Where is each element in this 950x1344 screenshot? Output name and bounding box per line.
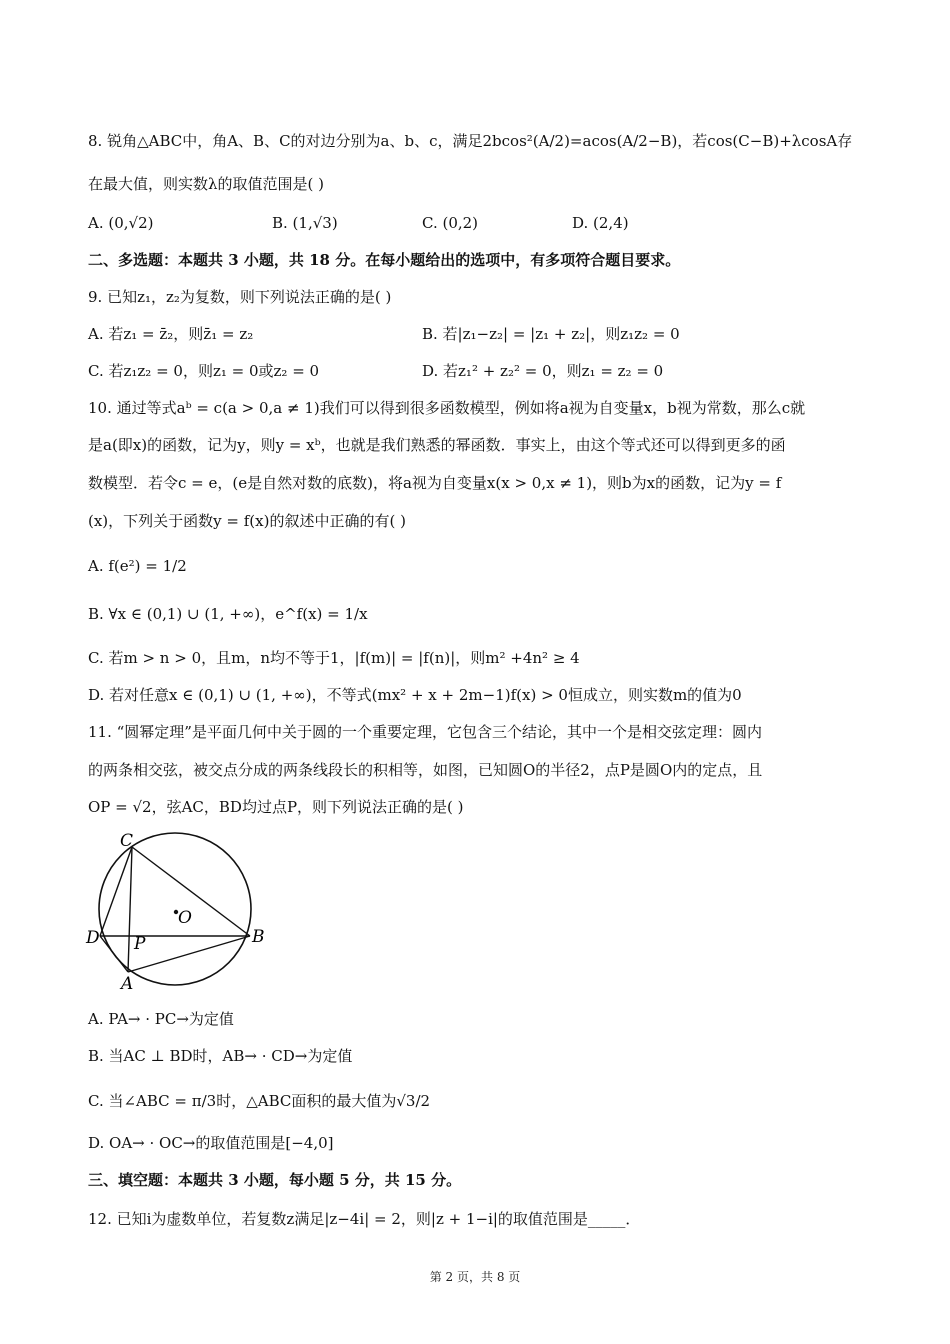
q11-option-c: C. 当∠ABC = π/3时，△ABC面积的最大值为√3/2	[88, 1092, 431, 1110]
section-2-heading: 二、多选题：本题共 3 小题，共 18 分。在每小题给出的选项中，有多项符合题目要求。	[88, 251, 681, 269]
q9-option-a: A. 若z₁ = z̄₂，则z̄₁ = z₂	[88, 325, 254, 343]
q10-option-d: D. 若对任意x ∈ (0,1) ∪ (1, +∞)，不等式(mx² + x + 2m−1)f(x) > 0恒成立，则实数m的值为0	[88, 686, 742, 704]
q11-option-a: A. PA→ · PC→为定值	[88, 1010, 234, 1028]
q11-stem-line3: OP = √2，弦AC，BD均过点P，则下列说法正确的是( )	[88, 798, 464, 816]
segment-da	[100, 936, 128, 972]
q8-option-b: B. (1,√3)	[272, 214, 338, 232]
label-d: D	[86, 928, 100, 948]
page-footer: 第 2 页，共 8 页	[429, 1270, 521, 1284]
q11-stem-line1: 11. “圆幂定理”是平面几何中关于圆的一个重要定理，它包含三个结论，其中一个是相交弦定理：圆内	[88, 723, 762, 741]
segment-ab	[128, 936, 250, 972]
q9-option-c: C. 若z₁z₂ = 0，则z₁ = 0或z₂ = 0	[88, 362, 320, 380]
q8-stem-line1: 8. 锐角△ABC中，角A、B、C的对边分别为a、b、c，满足2bcos²(A/2)=acos(A/2−B)，若cos(C−B)+λcosA存	[88, 132, 853, 150]
label-a: A	[121, 974, 134, 994]
chord-ca	[128, 847, 132, 972]
circle-o	[99, 833, 251, 985]
q10-option-c: C. 若m > n > 0，且m，n均不等于1，|f(m)| = |f(n)|，则m² +4n² ≥ 4	[88, 649, 580, 667]
q8-option-c: C. (0,2)	[422, 214, 479, 232]
label-p: P	[134, 934, 146, 954]
q9-stem: 9. 已知z₁，z₂为复数，则下列说法正确的是( )	[88, 288, 392, 306]
q8-stem-line2: 在最大值，则实数λ的取值范围是( )	[88, 175, 324, 193]
q10-stem-line3: 数模型．若令c = e，(e是自然对数的底数)，将a视为自变量x(x > 0,x ≠ 1)，则b为x的函数，记为y = f	[88, 474, 782, 492]
circle-power-figure	[84, 826, 274, 996]
q10-stem-line2: 是a(即x)的函数，记为y，则y = xᵇ，也就是我们熟悉的幂函数．事实上，由这个等式还可以得到更多的函	[88, 436, 786, 454]
q11-option-b: B. 当AC ⊥ BD时，AB→ · CD→为定值	[88, 1047, 353, 1065]
section-3-heading: 三、填空题：本题共 3 小题，每小题 5 分，共 15 分。	[88, 1171, 462, 1189]
q10-option-a: A. f(e²) = 1/2	[88, 557, 187, 575]
label-c: C	[120, 831, 134, 851]
q10-stem-line1: 10. 通过等式aᵇ = c(a > 0,a ≠ 1)我们可以得到很多函数模型，例如将a视为自变量x，b视为常数，那么c就	[88, 399, 806, 417]
q8-option-d: D. (2,4)	[572, 214, 629, 232]
label-o: O	[178, 908, 192, 928]
q11-option-d: D. OA→ · OC→的取值范围是[−4,0]	[88, 1134, 334, 1152]
q12-stem: 12. 已知i为虚数单位，若复数z满足|z−4i| = 2，则|z + 1−i|的取值范围是_____．	[88, 1210, 641, 1228]
q9-option-d: D. 若z₁² + z₂² = 0，则z₁ = z₂ = 0	[422, 362, 664, 380]
q9-option-b: B. 若|z₁−z₂| = |z₁ + z₂|，则z₁z₂ = 0	[422, 325, 680, 343]
label-b: B	[252, 927, 265, 947]
q10-stem-line4: (x)，下列关于函数y = f(x)的叙述中正确的有( )	[88, 512, 406, 530]
q11-stem-line2: 的两条相交弦，被交点分成的两条线段长的积相等，如图，已知圆O的半径2，点P是圆O内的定点，且	[88, 761, 763, 779]
q8-option-a: A. (0,√2)	[88, 214, 154, 232]
q10-option-b: B. ∀x ∈ (0,1) ∪ (1, +∞)，e^f(x) = 1/x	[88, 605, 368, 623]
